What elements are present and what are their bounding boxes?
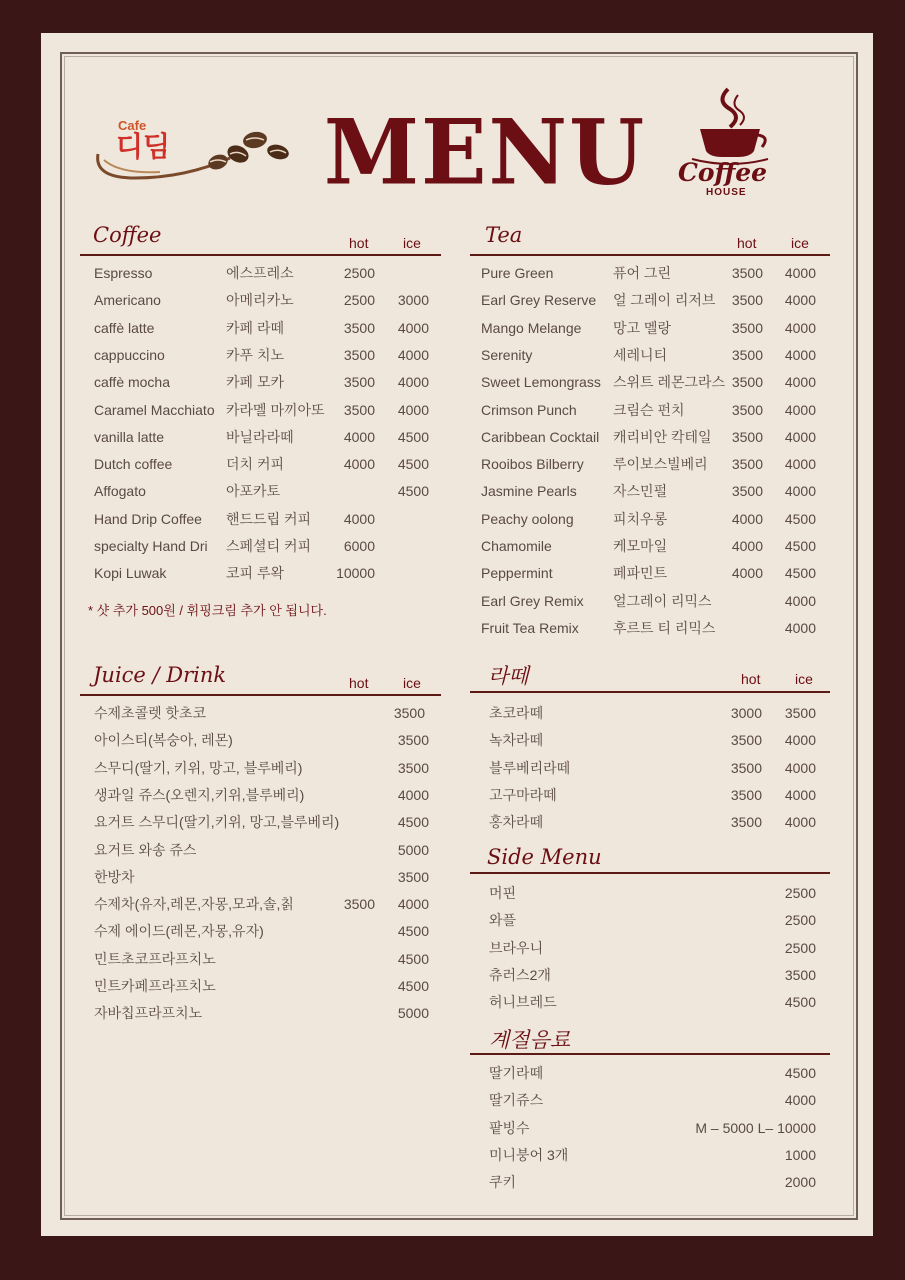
price-hot: 4000 xyxy=(731,565,763,582)
logo-cafe-text: Cafe xyxy=(118,118,147,133)
item-name-ko: 피치우롱 xyxy=(613,510,668,527)
item-name-en: Sweet Lemongrass xyxy=(481,374,601,391)
item-name-ko: 카푸 치노 xyxy=(226,346,284,363)
item-name-en: specialty Hand Dri xyxy=(94,538,208,554)
item-name-en: Hand Drip Coffee xyxy=(94,510,202,527)
price: 3500 xyxy=(784,966,816,983)
menu-row xyxy=(0,700,905,727)
menu-row xyxy=(0,451,905,478)
menu-row xyxy=(0,1169,905,1196)
item-name: 수제초콜렛 핫초코 xyxy=(94,705,207,721)
price-ice: 4000 xyxy=(784,374,816,391)
item-name-en: Affogato xyxy=(94,483,146,500)
item-name-en: Fruit Tea Remix xyxy=(481,619,579,636)
item-name-ko: 카페 모카 xyxy=(226,374,284,391)
price-ice: 4000 xyxy=(784,483,816,500)
item-name-en: Crimson Punch xyxy=(481,401,577,418)
latte-hot-header: hot xyxy=(741,671,761,687)
price-ice: 4000 xyxy=(784,428,816,445)
price-ice: 4000 xyxy=(397,346,429,363)
juice-section-title: Juice / Drink xyxy=(93,663,227,687)
menu-row xyxy=(0,1087,905,1114)
item-name-en: caffè mocha xyxy=(94,374,171,391)
page-title: MENU xyxy=(323,99,647,206)
price: 2500 xyxy=(784,885,816,901)
price-ice: 5000 xyxy=(397,1005,429,1022)
tea-hot-header: hot xyxy=(737,235,757,251)
latte-section-title: 라떼 xyxy=(488,664,529,688)
price-hot: 3500 xyxy=(731,483,763,500)
menu-row xyxy=(0,880,905,907)
price-hot: 3500 xyxy=(343,374,375,391)
item-name: 블루베리라떼 xyxy=(489,759,571,776)
item-name-en: Espresso xyxy=(94,265,153,281)
item-name: 미니붕어 3개 xyxy=(489,1146,569,1163)
item-name-ko: 퓨어 그린 xyxy=(613,265,671,281)
side-section-title: Side Menu xyxy=(487,845,602,869)
item-name-ko: 카라멜 마끼아또 xyxy=(226,401,325,418)
menu-row xyxy=(0,342,905,369)
item-name-ko: 에스프레소 xyxy=(226,265,294,281)
item-name-ko: 얼그레이 리믹스 xyxy=(613,592,712,609)
item-name-en: caffè latte xyxy=(94,319,155,336)
item-name: 딸기쥬스 xyxy=(489,1092,544,1109)
price-ice: 4000 xyxy=(784,814,816,831)
coffee-house-logo xyxy=(672,85,772,200)
price-ice: 4500 xyxy=(397,428,429,445)
menu-row xyxy=(0,727,905,754)
item-name: 초코라떼 xyxy=(489,705,544,721)
price-ice: 4000 xyxy=(397,786,429,803)
price-hot: 3500 xyxy=(393,705,425,721)
item-name-ko: 세레니티 xyxy=(613,346,668,363)
item-name: 딸기라떼 xyxy=(489,1065,544,1081)
side-divider xyxy=(470,872,830,874)
latte-divider xyxy=(470,691,830,693)
coffee-ice-header: ice xyxy=(403,235,421,251)
coffee-note: * 샷 추가 500원 / 휘핑크림 추가 안 됩니다. xyxy=(88,603,327,618)
price-hot: 4000 xyxy=(731,538,763,554)
menu-row xyxy=(0,755,905,782)
item-name-en: Pure Green xyxy=(481,265,554,281)
item-name: 허니브레드 xyxy=(489,994,557,1011)
tea-divider xyxy=(470,254,830,256)
price-ice: 4000 xyxy=(784,786,816,803)
price-hot: 3500 xyxy=(343,346,375,363)
price-hot: 3500 xyxy=(731,401,763,418)
price: 2500 xyxy=(784,939,816,956)
item-name-ko: 캐리비안 칵테일 xyxy=(613,428,712,445)
price-hot: 3500 xyxy=(731,346,763,363)
menu-row xyxy=(0,533,905,560)
item-name: 와플 xyxy=(489,912,517,929)
latte-ice-header: ice xyxy=(795,671,813,687)
item-name: 요거트 와송 쥬스 xyxy=(94,841,197,858)
tea-ice-header: ice xyxy=(791,235,809,251)
item-name-ko: 바닐라라떼 xyxy=(226,428,294,445)
item-name-en: cappuccino xyxy=(94,346,165,363)
menu-row xyxy=(0,837,905,864)
item-name: 홍차라떼 xyxy=(489,814,544,831)
price-ice: 4000 xyxy=(784,456,816,473)
price-hot: 3500 xyxy=(730,814,762,831)
price-ice: 4000 xyxy=(784,619,816,636)
coffee-hot-header: hot xyxy=(349,235,369,251)
item-name: 민트카페프라프치노 xyxy=(94,978,216,994)
price-ice: 3000 xyxy=(397,292,429,309)
price-hot: 3500 xyxy=(730,786,762,803)
price-ice: 5000 xyxy=(397,841,429,858)
menu-row xyxy=(0,615,905,642)
juice-hot-header: hot xyxy=(349,675,369,691)
item-name-ko: 후르트 티 리믹스 xyxy=(613,619,716,636)
item-name-ko: 카페 라떼 xyxy=(226,319,284,336)
menu-row xyxy=(0,962,905,989)
item-name-en: Peachy oolong xyxy=(481,510,574,527)
item-name-ko: 크림슨 펀치 xyxy=(613,401,685,418)
price-hot: 3500 xyxy=(730,732,762,749)
item-name-ko: 케모마일 xyxy=(613,538,668,554)
logo-coffee-text: Coffee xyxy=(678,158,768,187)
item-name-ko: 스위트 레몬그라스 xyxy=(613,374,726,391)
price-ice: 4500 xyxy=(397,456,429,473)
price-ice: 4000 xyxy=(784,732,816,749)
coffee-section-title: Coffee xyxy=(93,223,162,247)
item-name-en: Serenity xyxy=(481,346,533,363)
item-name-ko: 아포카토 xyxy=(226,483,281,500)
price: 1000 xyxy=(784,1146,816,1163)
price-ice: 4500 xyxy=(397,923,429,940)
price-ice: 4000 xyxy=(397,401,429,418)
logo-didim-text: 디딤 xyxy=(116,130,171,163)
price-ice: 4000 xyxy=(784,401,816,418)
price-ice: 4500 xyxy=(397,978,429,994)
menu-row xyxy=(0,260,905,287)
item-name-en: Mango Melange xyxy=(481,319,582,336)
menu-row xyxy=(0,989,905,1016)
price-ice: 4500 xyxy=(397,483,429,500)
item-name: 고구마라떼 xyxy=(489,786,557,803)
menu-row xyxy=(0,287,905,314)
price-ice: 4500 xyxy=(397,814,429,831)
item-name: 수제차(유자,레몬,자몽,모과,솔,칡 xyxy=(94,896,294,913)
price-ice: 4000 xyxy=(784,292,816,309)
menu-row xyxy=(0,809,905,836)
cafe-didim-logo xyxy=(90,112,300,192)
price-hot: 3000 xyxy=(730,705,762,721)
price: 2000 xyxy=(784,1174,816,1191)
seasonal-divider xyxy=(470,1053,830,1055)
price-hot: 3500 xyxy=(731,428,763,445)
price-hot: 4000 xyxy=(343,428,375,445)
item-name-en: vanilla latte xyxy=(94,428,165,445)
price-ice: 4000 xyxy=(784,265,816,281)
item-name-ko: 코피 루왁 xyxy=(226,565,284,582)
juice-divider xyxy=(80,694,441,696)
price-ice: 3500 xyxy=(784,705,816,721)
seasonal-section-title: 계절음료 xyxy=(489,1028,571,1052)
price: 4000 xyxy=(784,1092,816,1109)
item-name-en: Kopi Luwak xyxy=(94,565,167,582)
price-ice: 4000 xyxy=(784,592,816,609)
price-hot: 6000 xyxy=(343,538,375,554)
price-ice: 4500 xyxy=(784,538,816,554)
item-name: 민트초코프라프치노 xyxy=(94,950,216,967)
menu-row xyxy=(0,588,905,615)
logo-house-text: HOUSE xyxy=(706,187,747,198)
menu-row xyxy=(0,315,905,342)
item-name: 아이스티(복숭아, 레몬) xyxy=(94,732,233,749)
item-name-en: Americano xyxy=(94,292,161,309)
price-hot: 3500 xyxy=(731,292,763,309)
price-ice: 4500 xyxy=(784,565,816,582)
menu-row xyxy=(0,782,905,809)
item-name-ko: 스페셜티 커피 xyxy=(226,538,312,554)
item-name: 스무디(딸기, 키위, 망고, 블루베리) xyxy=(94,759,303,776)
item-name-en: Earl Grey Remix xyxy=(481,592,584,609)
menu-row xyxy=(0,1060,905,1087)
menu-row xyxy=(0,506,905,533)
item-name-en: Peppermint xyxy=(481,565,553,582)
price-hot: 3500 xyxy=(731,456,763,473)
item-name-ko: 아메리카노 xyxy=(226,292,294,309)
price: 2500 xyxy=(784,912,816,929)
price: 4500 xyxy=(784,994,816,1011)
item-name-ko: 페파민트 xyxy=(613,565,668,582)
menu-row xyxy=(0,1115,905,1142)
price-hot: 3500 xyxy=(731,319,763,336)
menu-row xyxy=(0,907,905,934)
price-hot: 3500 xyxy=(343,319,375,336)
item-name-en: Jasmine Pearls xyxy=(481,483,577,500)
juice-ice-header: ice xyxy=(403,675,421,691)
price-ice: 4000 xyxy=(784,319,816,336)
item-name-en: Dutch coffee xyxy=(94,456,173,473)
coffee-divider xyxy=(80,254,441,256)
tea-section-title: Tea xyxy=(485,223,523,247)
menu-row xyxy=(0,424,905,451)
menu-row xyxy=(0,478,905,505)
item-name: 요거트 스무디(딸기,키위, 망고,블루베리) xyxy=(94,814,340,831)
item-name: 츄러스2개 xyxy=(489,966,551,983)
price-hot: 3500 xyxy=(731,265,763,281)
price-hot: 4000 xyxy=(343,510,375,527)
item-name: 녹차라떼 xyxy=(489,732,544,749)
price-hot: 3500 xyxy=(731,374,763,391)
item-name: 자바칩프라프치노 xyxy=(94,1005,203,1022)
menu-row xyxy=(0,1142,905,1169)
item-name-en: Earl Grey Reserve xyxy=(481,292,597,309)
item-name-en: Caramel Macchiato xyxy=(94,401,215,418)
item-name-ko: 자스민펄 xyxy=(613,483,668,500)
price-hot: 4000 xyxy=(731,510,763,527)
item-name-en: Caribbean Cocktail xyxy=(481,428,600,445)
item-name: 머핀 xyxy=(489,885,517,901)
item-name: 팥빙수 xyxy=(489,1119,530,1136)
menu-row xyxy=(0,369,905,396)
item-name: 브라우니 xyxy=(489,939,544,956)
price-ice: 4000 xyxy=(784,346,816,363)
price-hot: 4000 xyxy=(343,456,375,473)
item-name-ko: 얼 그레이 리저브 xyxy=(613,292,716,309)
item-name-ko: 망고 멜랑 xyxy=(613,319,671,336)
menu-row xyxy=(0,935,905,962)
price-ice: 4000 xyxy=(397,319,429,336)
price-ice: 4500 xyxy=(397,950,429,967)
price-ice: 3500 xyxy=(397,759,429,776)
price-ice: 4000 xyxy=(397,896,429,913)
price-hot: 10000 xyxy=(336,565,375,582)
item-name-en: Rooibos Bilberry xyxy=(481,456,584,473)
item-name-ko: 핸드드립 커피 xyxy=(226,510,312,527)
price-hot: 3500 xyxy=(343,896,375,913)
price-hot: 2500 xyxy=(343,292,375,309)
price-ice: 3500 xyxy=(397,868,429,885)
menu-row xyxy=(0,397,905,424)
price: 4500 xyxy=(784,1065,816,1081)
price-ice: 3500 xyxy=(397,732,429,749)
menu-row xyxy=(0,560,905,587)
item-name: 쿠키 xyxy=(489,1174,517,1191)
item-name: 생과일 쥬스(오렌지,키위,블루베리) xyxy=(94,786,305,803)
price-hot: 2500 xyxy=(343,265,375,281)
item-name-ko: 루이보스빌베리 xyxy=(613,456,708,473)
item-name-ko: 더치 커피 xyxy=(226,456,284,473)
item-name: 수제 에이드(레몬,자몽,유자) xyxy=(94,923,264,940)
price-ice: 4000 xyxy=(784,759,816,776)
price-hot: 3500 xyxy=(343,401,375,418)
price-ice: 4500 xyxy=(784,510,816,527)
price-hot: 3500 xyxy=(730,759,762,776)
price-ice: 4000 xyxy=(397,374,429,391)
item-name: 한방차 xyxy=(94,868,135,885)
item-name-en: Chamomile xyxy=(481,538,552,554)
price: M – 5000 L– 10000 xyxy=(695,1119,816,1136)
